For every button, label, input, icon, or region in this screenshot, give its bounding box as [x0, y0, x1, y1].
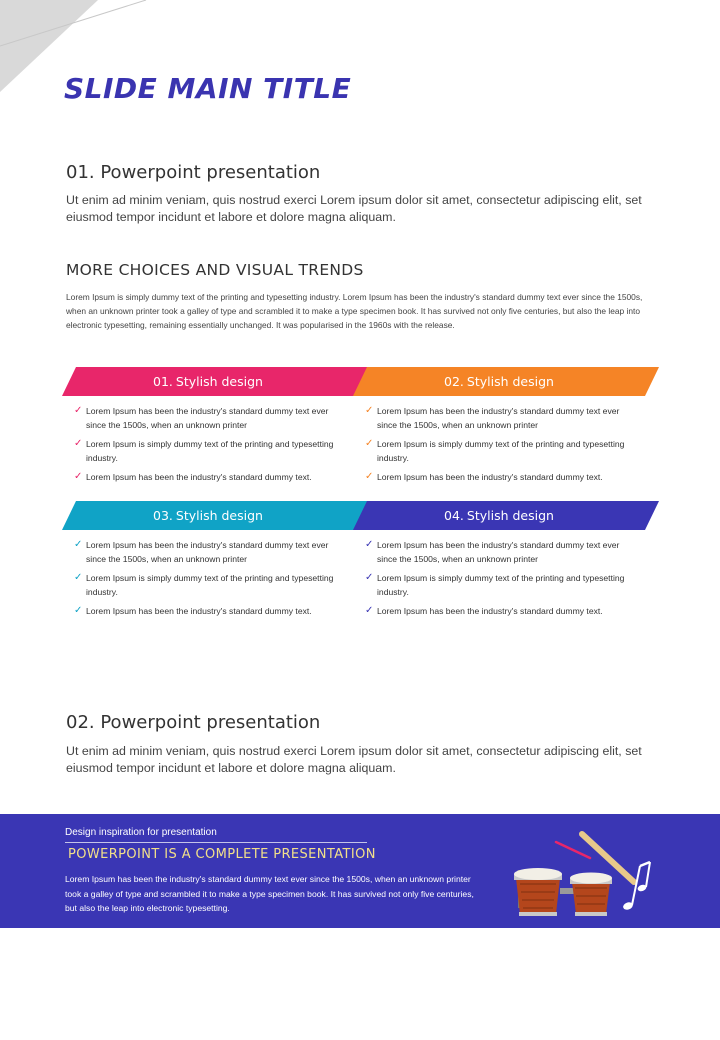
list-item: ✓ Lorem Ipsum has been the industry's standard dummy text ever since the 1500s, when an unknown printer — [74, 539, 329, 564]
card-4-label: Stylish design — [466, 508, 554, 523]
card-2-number: 02. — [444, 374, 464, 389]
card-1-number: 01. — [153, 374, 173, 389]
card-2 — [353, 367, 645, 489]
card-1-list — [62, 396, 354, 484]
list-item: ✓ Lorem Ipsum has been the industry's standard dummy text. — [74, 605, 312, 616]
check-icon: ✓ — [74, 572, 83, 583]
list-item: ✓ Lorem Ipsum has been the industry's standard dummy text ever since the 1500s, when an unknown printer — [74, 405, 329, 430]
check-icon: ✓ — [74, 438, 83, 449]
card-2-banner — [353, 367, 645, 396]
card-4-list — [353, 530, 645, 618]
card-1-banner — [62, 367, 354, 396]
footer-title: POWERPOINT IS A COMPLETE PRESENTATION — [68, 847, 376, 862]
check-icon: ✓ — [74, 471, 83, 482]
trends-body: Lorem Ipsum is simply dummy text of the printing and typesetting industry. Lorem Ipsum has been the industry's standard dummy text ever since the 1500s, when an unknown printer took a galley of type and scrambled it to make a type specimen book. It has survived not only five centuries, but also the leap into electronic typesetting, remaining essentially unchanged. It was popularised in the 1960s with the release. — [66, 292, 643, 330]
section-2-body: Ut enim ad minim veniam, quis nostrud exerci Lorem ipsum dolor sit amet, consectetur adipiscing elit, set eiusmod tempor incidunt et labore et dolore magna aliquam. — [66, 744, 642, 775]
list-item: ✓ Lorem Ipsum has been the industry's standard dummy text. — [365, 605, 603, 616]
card-4 — [353, 501, 645, 623]
list-item: ✓ Lorem Ipsum is simply dummy text of the printing and typesetting industry. — [74, 438, 334, 463]
section-1-body: Ut enim ad minim veniam, quis nostrud exerci Lorem ipsum dolor sit amet, consectetur adipiscing elit, set eiusmod tempor incidunt et labore et dolore magna aliquam. — [66, 193, 642, 224]
card-3-banner — [62, 501, 354, 530]
check-icon: ✓ — [365, 605, 374, 616]
check-icon: ✓ — [365, 405, 374, 416]
list-item: ✓ Lorem Ipsum is simply dummy text of the printing and typesetting industry. — [74, 572, 334, 597]
card-3-label: Stylish design — [175, 508, 263, 523]
footer-banner — [0, 814, 720, 928]
check-icon: ✓ — [74, 539, 83, 550]
trends-title: MORE CHOICES AND VISUAL TRENDS — [66, 261, 364, 279]
card-1 — [62, 367, 354, 489]
page-title: SLIDE MAIN TITLE — [64, 72, 352, 105]
list-item: ✓ Lorem Ipsum has been the industry's standard dummy text. — [365, 471, 603, 482]
check-icon: ✓ — [365, 539, 374, 550]
list-item: ✓ Lorem Ipsum has been the industry's standard dummy text ever since the 1500s, when an unknown printer — [365, 539, 620, 564]
list-item: ✓ Lorem Ipsum is simply dummy text of the printing and typesetting industry. — [365, 438, 625, 463]
bongo-drums-icon — [506, 822, 656, 922]
check-icon: ✓ — [365, 572, 374, 583]
card-3-number: 03. — [153, 508, 173, 523]
card-3 — [62, 501, 354, 623]
check-icon: ✓ — [74, 405, 83, 416]
footer-subtitle: Design inspiration for presentation — [65, 827, 217, 838]
card-4-number: 04. — [444, 508, 464, 523]
list-item: ✓ Lorem Ipsum has been the industry's standard dummy text. — [74, 471, 312, 482]
section-2-title: 02. Powerpoint presentation — [66, 712, 321, 733]
card-3-list — [62, 530, 354, 618]
section-1-title: 01. Powerpoint presentation — [66, 162, 321, 183]
check-icon: ✓ — [365, 471, 374, 482]
check-icon: ✓ — [74, 605, 83, 616]
check-icon: ✓ — [365, 438, 374, 449]
footer-divider — [65, 842, 367, 843]
card-2-label: Stylish design — [466, 374, 554, 389]
card-1-label: Stylish design — [175, 374, 263, 389]
list-item: ✓ Lorem Ipsum is simply dummy text of the printing and typesetting industry. — [365, 572, 625, 597]
card-2-list — [353, 396, 645, 484]
card-4-banner — [353, 501, 645, 530]
footer-body: Lorem Ipsum has been the industry's standard dummy text ever since the 1500s, when an unknown printer took a galley of type and scrambled it to make a type specimen book. It has survived not only five centuries, but also the leap into electronic typesetting. — [65, 874, 474, 913]
list-item: ✓ Lorem Ipsum has been the industry's standard dummy text ever since the 1500s, when an unknown printer — [365, 405, 620, 430]
